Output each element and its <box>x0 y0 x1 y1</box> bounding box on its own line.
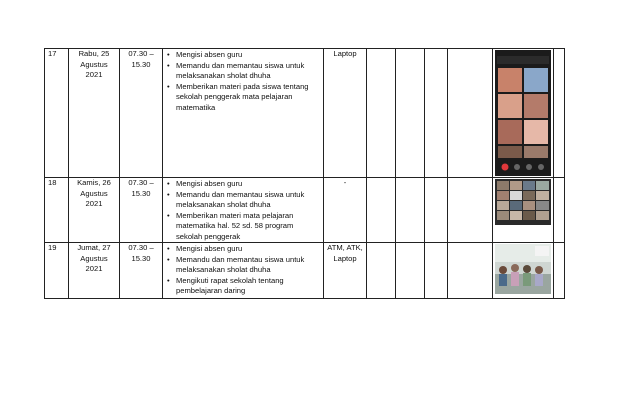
empty-cell <box>396 243 425 299</box>
day-line: Agustus <box>80 59 108 69</box>
empty-cell <box>396 178 425 243</box>
table-row <box>45 49 565 178</box>
empty-cell <box>425 243 448 299</box>
tools-cell: Laptop <box>324 49 367 178</box>
empty-cell <box>554 49 565 178</box>
photo-cell <box>493 178 554 243</box>
photo-cell <box>493 243 554 299</box>
tools-cell: ATM, ATK, Laptop <box>324 243 367 299</box>
empty-cell <box>448 178 493 243</box>
activity-item: • Memberikan materi mata pelajaran matematika hal. 52 sd. 58 program sekolah penggerak <box>167 211 321 243</box>
day-line: Agustus <box>80 188 108 198</box>
time-cell <box>120 243 163 299</box>
time-line: 07.30 – <box>128 178 154 187</box>
empty-cell <box>367 49 396 178</box>
empty-cell <box>425 49 448 178</box>
empty-cell <box>554 178 565 243</box>
activity-item: • Mengisi absen guru <box>167 179 321 190</box>
video-call-screenshot-icon <box>495 50 551 176</box>
activity-item: • Memandu dan memantau siswa untuk melaksanakan sholat dhuha <box>167 190 321 211</box>
time-line: 07.30 – <box>128 243 154 252</box>
empty-cell <box>448 243 493 299</box>
row-number: 18 <box>45 178 69 243</box>
time-cell <box>120 178 163 243</box>
activity-item: • Mengisi absen guru <box>167 244 321 255</box>
day-line: 2021 <box>85 199 103 208</box>
activity-item: • Memandu dan memantau siswa untuk melaksanakan sholat dhuha <box>167 61 321 82</box>
time-line: 07.30 – <box>128 49 154 58</box>
time-cell <box>120 49 163 178</box>
activities-cell <box>163 49 324 178</box>
activity-item: • Mengisi absen guru <box>167 50 321 61</box>
time-line: 15.30 <box>131 59 151 69</box>
meeting-grid-screenshot-icon <box>495 179 551 225</box>
tools-cell: - <box>324 178 367 243</box>
empty-cell <box>367 178 396 243</box>
time-line: 15.30 <box>131 188 151 198</box>
day-line: Agustus <box>80 253 108 263</box>
table-row <box>45 243 565 299</box>
activity-log-table <box>44 48 565 299</box>
day-line: 2021 <box>85 264 103 273</box>
activity-item: • Mengikuti rapat sekolah tentang pembelajaran daring <box>167 276 321 297</box>
day-line: Kamis, 26 <box>77 178 111 187</box>
day-line: Rabu, 25 <box>78 49 110 58</box>
activities-cell <box>163 243 324 299</box>
activities-cell <box>163 178 324 243</box>
photo-cell <box>493 49 554 178</box>
empty-cell <box>396 49 425 178</box>
row-number: 17 <box>45 49 69 178</box>
row-number: 19 <box>45 243 69 299</box>
table-row <box>45 178 565 243</box>
day-cell <box>69 243 120 299</box>
activity-item: • Memandu dan memantau siswa untuk melaksanakan sholat dhuha <box>167 255 321 276</box>
empty-cell <box>425 178 448 243</box>
empty-cell <box>367 243 396 299</box>
day-cell <box>69 178 120 243</box>
time-line: 15.30 <box>131 253 151 263</box>
activity-item: • Memberikan materi pada siswa tentang sekolah penggerak mata pelajaran matematika <box>167 82 321 114</box>
day-line: 2021 <box>85 70 103 79</box>
day-cell <box>69 49 120 178</box>
empty-cell <box>448 49 493 178</box>
meeting-room-photo-icon <box>495 244 551 294</box>
empty-cell <box>554 243 565 299</box>
day-line: Jumat, 27 <box>77 243 111 252</box>
